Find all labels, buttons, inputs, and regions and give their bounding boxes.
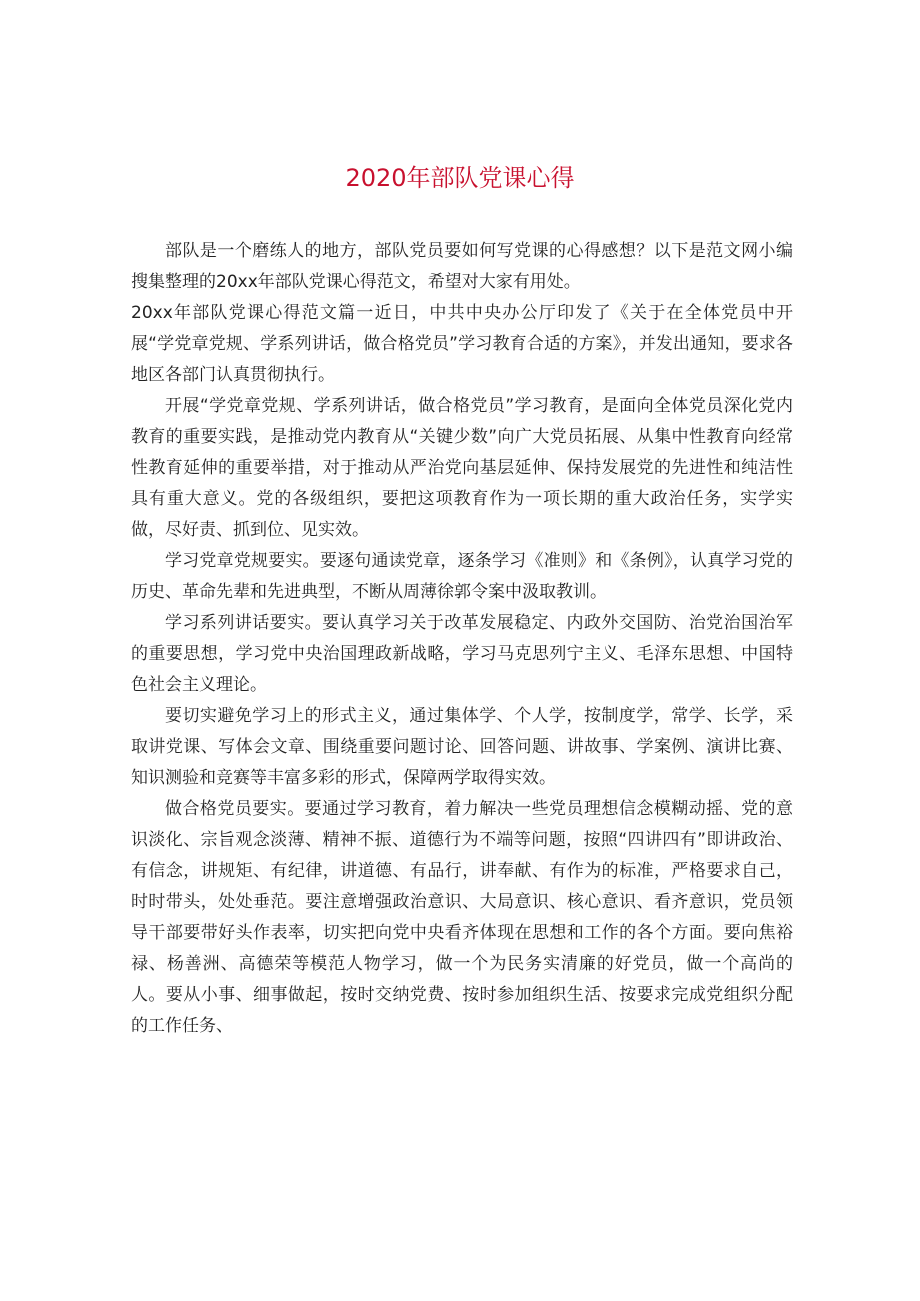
paragraph-article-one: 20xx年部队党课心得范文篇一近日，中共中央办公厅印发了《关于在全体党员中开展“学党章党规、学系列讲话，做合格党员”学习教育合适的方案》，并发出通知，要求各地区各部门认真贯彻执行。 <box>131 303 793 385</box>
document-title: 2020年部队党课心得 <box>345 164 575 192</box>
paragraph-education-practice: 开展“学党章党规、学系列讲话，做合格党员”学习教育，是面向全体党员深化党内教育的重要实践，是推动党内教育从“关键少数”向广大党员拓展、从集中性教育向经常性教育延伸的重要举措，对于推动从严治党向基层延伸、保持发展党的先进性和纯洁性具有重大意义。党的各级组织，要把这项教育作为一项长期的重大政治任务，实学实做，尽好责、抓到位、见实效。 <box>131 396 793 540</box>
paragraph-study-speeches: 学习系列讲话要实。要认真学习关于改革发展稳定、内政外交国防、治党治国治军的重要思想，学习党中央治国理政新战略，学习马克思列宁主义、毛泽东思想、中国特色社会主义理论。 <box>131 613 793 695</box>
paragraph-study-party-rules: 学习党章党规要实。要逐句通读党章，逐条学习《准则》和《条例》，认真学习党的历史、革命先辈和先进典型，不断从周薄徐郭令案中汲取教训。 <box>131 551 793 602</box>
paragraph-avoid-formalism: 要切实避免学习上的形式主义，通过集体学、个人学，按制度学，常学、长学，采取讲党课、写体会文章、围绕重要问题讨论、回答问题、讲故事、学案例、演讲比赛、知识测验和竞赛等丰富多彩的形式，保障两学取得实效。 <box>131 706 793 788</box>
paragraph-intro: 部队是一个磨练人的地方，部队党员要如何写党课的心得感想？以下是范文网小编搜集整理的20xx年部队党课心得范文，希望对大家有用处。 <box>131 241 793 292</box>
document-body <box>131 236 793 1042</box>
paragraph-qualified-member: 做合格党员要实。要通过学习教育，着力解决一些党员理想信念模糊动摇、党的意识淡化、宗旨观念淡薄、精神不振、道德行为不端等问题，按照“四讲四有”即讲政治、有信念，讲规矩、有纪律，讲道德、有品行，讲奉献、有作为的标准，严格要求自己，时时带头，处处垂范。要注意增强政治意识、大局意识、核心意识、看齐意识，党员领导干部要带好头作表率，切实把向党中央看齐体现在思想和工作的各个方面。要向焦裕禄、杨善洲、高德荣等模范人物学习，做一个为民务实清廉的好党员，做一个高尚的人。要从小事、细事做起，按时交纳党费、按时参加组织生活、按要求完成党组织分配的工作任务、 <box>131 799 793 1036</box>
